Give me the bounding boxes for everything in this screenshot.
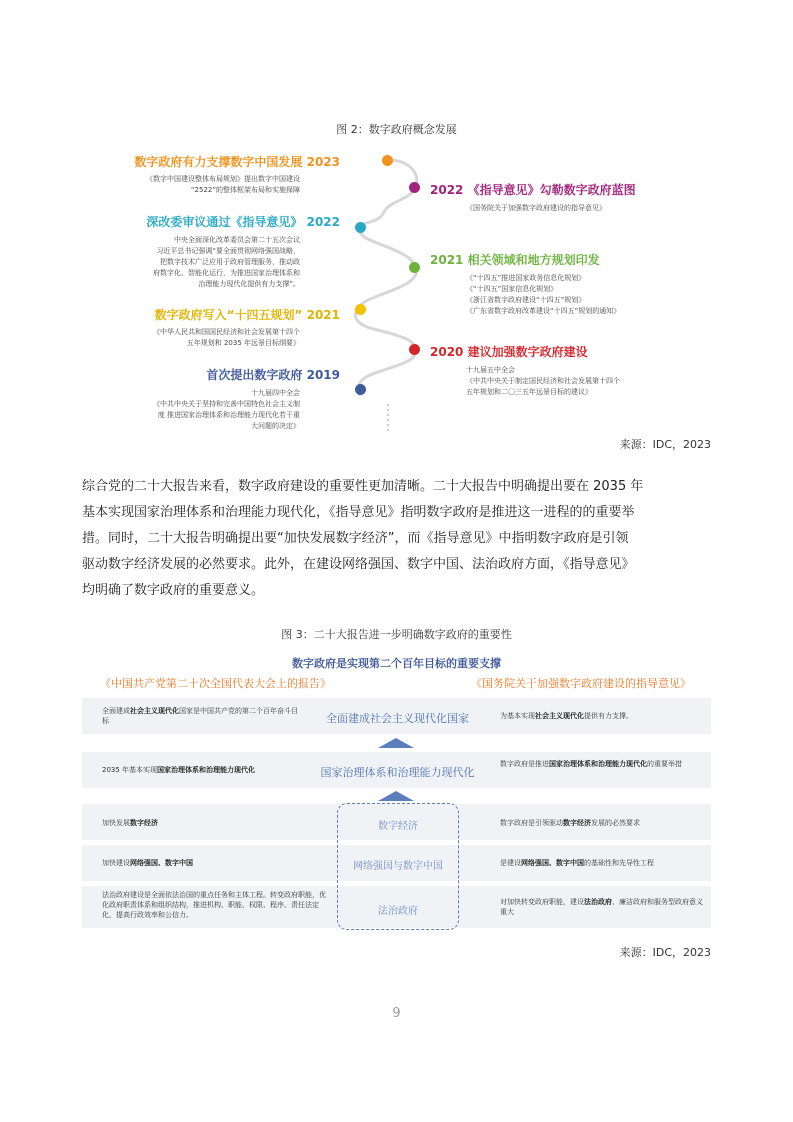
paragraph-line: 基本实现国家治理体系和治理能力现代化，《指导意见》指明数字政府是推进这一进程的的重要举 <box>82 505 635 520</box>
timeline-dot-2022-left <box>355 222 366 233</box>
row5-center-label: 法治政府 <box>378 906 418 917</box>
paragraph-line: 均明确了数字政府的重要意义。 <box>82 583 265 598</box>
arrow-up-2 <box>378 791 414 801</box>
digital-government-highlight-box <box>337 803 459 930</box>
timeline-connector <box>320 150 440 440</box>
row5-left-text: 法治政府建设是全面依法治国的重点任务和主体工程。转变政府职能，优化政府职责体系和组织结构，推进机构、职能、权限、程序、责任法定化，提高行政效率和公信力。 <box>102 891 326 919</box>
row2-center-label: 国家治理体系和治理能力现代化 <box>320 766 475 779</box>
timeline-heading-2019: 首次提出数字政府 2019 <box>206 368 340 382</box>
timeline-dot-2022-right <box>409 182 420 193</box>
row1-center-label: 全面建成社会主义现代化国家 <box>326 712 469 725</box>
left-column-header: 《中国共产党第二十次全国代表大会上的报告》 <box>100 677 331 690</box>
arrow-up-1 <box>378 738 414 748</box>
timeline-body-2022-left: 中央全面深化改革委员会第二十五次会议 习近平总书记强调“要全面贯彻网络强国战略， 把数字技术广泛应用于政府管理服务，推动政 府数字化、智能化运行，为推进国家治理体系和 治理能力现代化提供有力支撑”。 <box>153 236 300 288</box>
figure-3-source: 来源：IDC，2023 <box>619 946 711 959</box>
timeline-dot-2023 <box>382 155 393 166</box>
timeline-body-2023: 《数字中国建设整体布局规划》提出数字中国建设 “2522”的整体框架布局和实施保障 <box>146 175 300 194</box>
timeline-heading-2022-left: 深改委审议通过《指导意见》 2022 <box>146 215 340 229</box>
timeline-body-2021-right: 《“十四五”推进国家政务信息化规划》 《“十四五”国家信息化规划》 《浙江省数字政府建设“十四五”规划》 《广东省数字政府改革建设“十四五”规划的通知》 <box>466 274 621 315</box>
figure-2-source: 来源：IDC，2023 <box>619 438 711 451</box>
timeline-body-2021-left: 《中华人民共和国国民经济和社会发展第十四个 五年规划和 2035 年远景目标纲要》 <box>153 328 300 347</box>
paragraph-line: 综合党的二十大报告来看，数字政府建设的重要性更加清晰。二十大报告中明确提出要在 2035 年 <box>82 479 644 494</box>
timeline-heading-2022-right: 2022 《指导意见》勾勒数字政府蓝图 <box>430 183 636 197</box>
row1-left-text: 全面建成社会主义现代化国家是中国共产党的第二个百年奋斗目标 <box>102 707 298 725</box>
paragraph-line: 措。同时，二十大报告明确提出要“加快发展数字经济”，而《指导意见》中指明数字政府是引领 <box>82 531 629 546</box>
figure-2-title: 图 2：数字政府概念发展 <box>336 123 457 136</box>
row2-right-text: 数字政府是推进国家治理体系和治理能力现代化的重要举措 <box>500 760 682 768</box>
row2-left-text: 2035 年基本实现国家治理体系和治理能力现代化 <box>102 766 256 774</box>
row3-left-text: 加快发展数字经济 <box>102 819 158 827</box>
timeline-path <box>356 160 417 396</box>
row4-right-text: 是建设网络强国、数字中国的基础性和先导性工程 <box>500 859 654 867</box>
timeline-dot-2020 <box>409 344 420 355</box>
right-column-header: 《国务院关于加强数字政府建设的指导意见》 <box>471 677 691 690</box>
timeline-dot-2021-right <box>409 262 420 273</box>
timeline-dot-2021-left <box>355 304 366 315</box>
page-number: 9 <box>392 1006 401 1021</box>
timeline-heading-2020: 2020 建议加强数字政府建设 <box>430 345 588 359</box>
body-paragraph <box>82 474 712 604</box>
timeline-heading-2023: 数字政府有力支撑数字中国发展 2023 <box>134 155 340 169</box>
timeline-body-2022-right: 《国务院关于加强数字政府建设的指导意见》 <box>466 204 606 212</box>
figure-3-subtitle: 数字政府是实现第二个百年目标的重要支撑 <box>292 657 501 670</box>
row5-right-text: 对加快转变政府职能，建设法治政府、廉洁政府和服务型政府意义重大 <box>500 898 703 916</box>
figure-3-title: 图 3：二十大报告进一步明确数字政府的重要性 <box>281 628 512 641</box>
timeline-dot-2019 <box>355 384 366 395</box>
row4-center-label: 网络强国与数字中国 <box>353 861 443 872</box>
timeline-heading-2021-left: 数字政府写入“十四五规划” 2021 <box>154 308 340 322</box>
row3-center-label: 数字经济 <box>378 821 418 832</box>
timeline-body-2020: 十九届五中全会 《中共中央关于制定国民经济和社会发展第十四个 五年规划和二〇三五年远景目标的建议》 <box>466 366 620 396</box>
row4-left-text: 加快建设网络强国、数字中国 <box>102 859 193 867</box>
row1-right-text: 为基本实现社会主义现代化提供有力支撑。 <box>500 712 633 720</box>
row3-right-text: 数字政府是引领驱动数字经济发展的必然要求 <box>500 819 640 827</box>
timeline-heading-2021-right: 2021 相关领域和地方规划印发 <box>430 253 600 267</box>
paragraph-line: 驱动数字经济发展的必然要求。此外，在建设网络强国、数字中国、法治政府方面，《指导意见》 <box>82 557 635 572</box>
timeline-body-2019: 十九届四中全会 《中共中央关于坚持和完善中国特色社会主义制 度 推进国家治理体系和治理能力现代化若干重 大问题的决定》 <box>153 389 300 430</box>
